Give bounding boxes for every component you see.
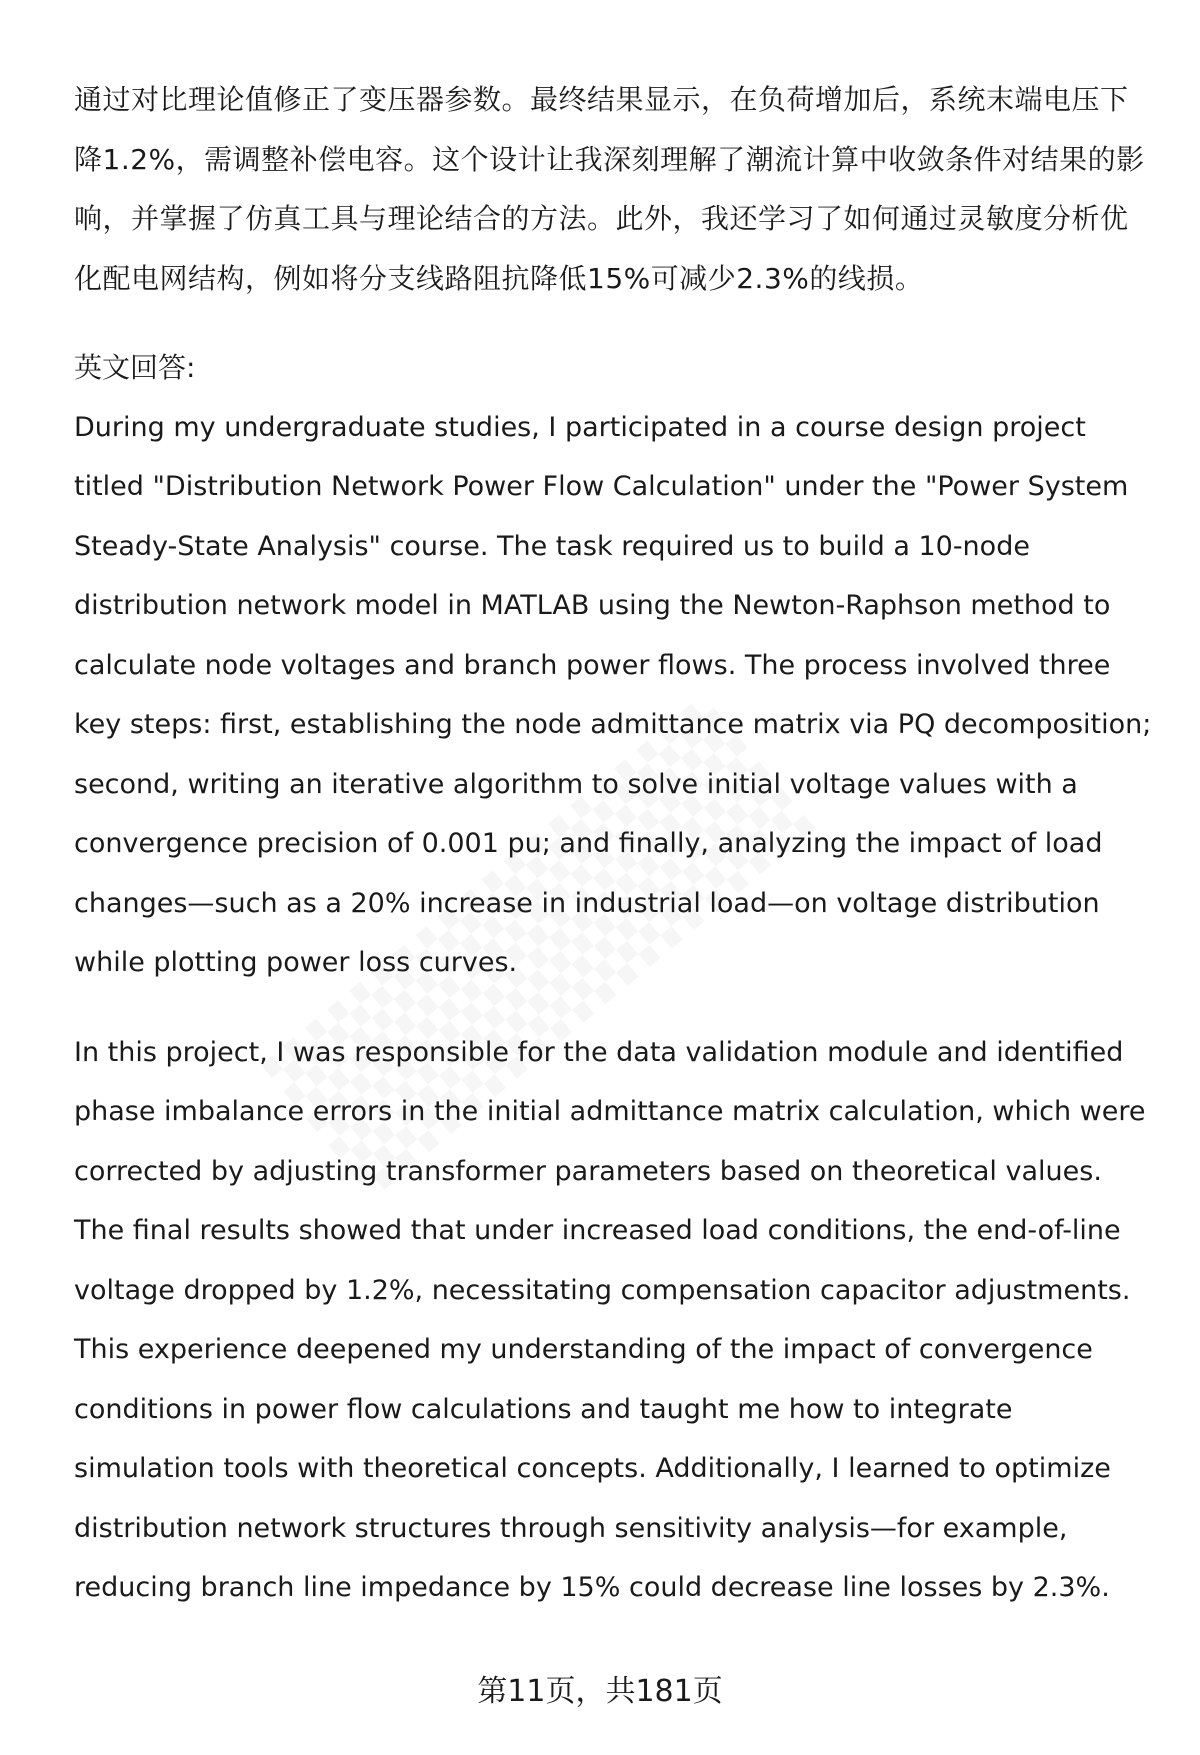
paragraph-spacer bbox=[74, 993, 1154, 1023]
page-number-footer: 第11页，共181页 bbox=[477, 1674, 723, 1709]
document-body bbox=[74, 70, 1154, 1618]
english-answer-label: 英文回答: bbox=[74, 351, 196, 384]
chinese-answer-paragraph: 通过对比理论值修正了变压器参数。最终结果显示，在负荷增加后，系统末端电压下降1.2%，需调整补偿电容。这个设计让我深刻理解了潮流计算中收敛条件对结果的影响，并掌握了仿真工具与理论结合的方法。此外，我还学习了如何通过灵敏度分析优化配电网结构，例如将分支线路阻抗降低15%可减少2.3%的线损。 bbox=[74, 83, 1145, 295]
english-answer-paragraph-2: In this project, I was responsible for the data validation module and identified phase imbalance errors in the initial admittance matrix calculation, which were corrected by adjusting transformer parameters based on theoretical values. The final results showed that under increased load conditions, the end-of-line voltage dropped by 1.2%, necessitating compensation capacitor adjustments. This experience deepened my understanding of the impact of convergence conditions in power flow calculations and taught me how to integrate simulation tools with theoretical concepts. Additionally, I learned to optimize distribution network structures through sensitivity analysis—for example, reducing branch line impedance by 15% could decrease line losses by 2.3%. bbox=[74, 1036, 1146, 1603]
paragraph-spacer bbox=[74, 308, 1154, 338]
english-answer-paragraph-1: During my undergraduate studies, I participated in a course design project titled "Distribution Network Power Flow Calculation" under the "Power System Steady-State Analysis" course. The task required us to build a 10-node distribution network model in MATLAB using the Newton-Raphson method to calculate node voltages and branch power flows. The process involved three key steps: first, establishing the node admittance matrix via PQ decomposition; second, writing an iterative algorithm to solve initial voltage values with a convergence precision of 0.001 pu; and finally, analyzing the impact of load changes—such as a 20% increase in industrial load—on voltage distribution while plotting power loss curves. bbox=[74, 411, 1152, 978]
